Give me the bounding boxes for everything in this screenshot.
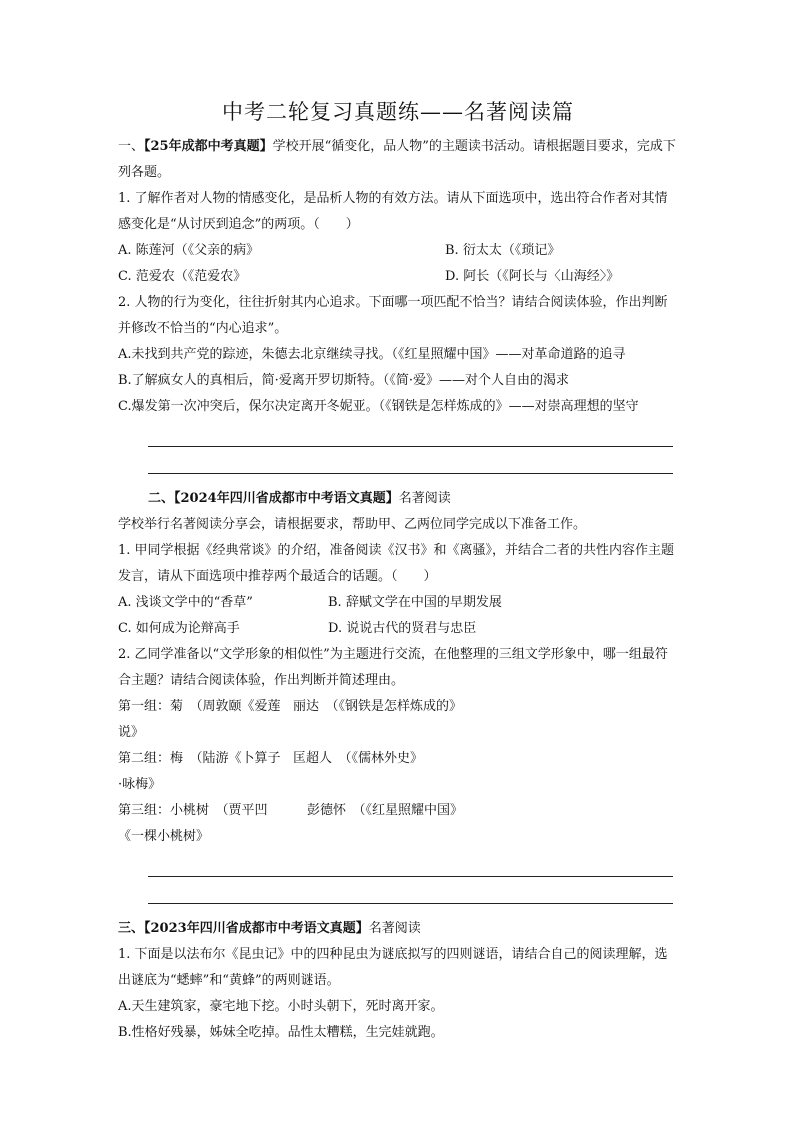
document-page [118, 98, 678, 1046]
option-a: A. 浅谈文学中的“香草” [118, 595, 253, 610]
section-1-header [118, 134, 678, 186]
options-row [118, 590, 678, 616]
section-number: 二、 [148, 491, 175, 506]
options-row [118, 616, 678, 642]
section-number: 一、 [118, 139, 145, 154]
section-tag: 【25年成都中考真题】 [144, 139, 273, 154]
option-d: D. 阿长（《阿长与〈山海经〉》 [445, 269, 620, 284]
option-c: C. 如何成为论辩高手 [118, 621, 240, 636]
group-label: 第三组：小桃树 （贾平凹《一棵小桃树》 [118, 803, 268, 844]
question-2-2: 2. 乙同学准备以“文学形象的相似性”为主题进行交流，在他整理的三组文学形象中，哪一组最符合主题？请结合阅读体验，作出判断并简述理由。 [118, 647, 668, 688]
answer-line [148, 850, 673, 877]
answer-line [148, 447, 673, 474]
statement-c: C.爆发第一次冲突后，保尔决定离开冬妮亚。（《钢铁是怎样炼成的》——对崇高理想的坚守 [118, 399, 639, 414]
question-3-1: 1. 下面是以法布尔《昆虫记》中的四种昆虫为谜底拟写的四则谜语，请结合自己的阅读理解，选出谜底为“蟋蟀”和“黄蜂”的两则谜语。 [118, 947, 668, 988]
section-tag: 【2024年四川省成都市中考语文真题】 [174, 491, 399, 506]
question-1-1: 1. 了解作者对人物的情感变化，是品析人物的有效方法。请从下面选项中，选出符合作者对其情感变化是“从讨厌到追念”的两项。（ ） [118, 191, 668, 232]
section-subtitle: 名著阅读 [368, 921, 421, 936]
options-row [118, 264, 678, 290]
section-2-header [118, 486, 678, 512]
group-label: 第二组：梅 （陆游《卜算子·咏梅》 [118, 751, 281, 792]
statement-b: B.了解疯女人的真相后，简·爱离开罗切斯特。（《简·爱》——对个人自由的渴求 [118, 373, 569, 388]
option-c: C. 范爱农（《范爱农》 [118, 269, 247, 284]
section-intro: 学校举行名著阅读分享会，请根据要求，帮助甲、乙两位同学完成以下准备工作。 [118, 517, 587, 532]
section-intro: 学校开展“循变化，品人物”的主题读书活动。请根据题目要求，完成下列各题。 [118, 139, 676, 180]
group-rest: 彭德怀 （《红星照耀中国》 [307, 803, 464, 818]
group-rest: 丽达 （《钢铁是怎样炼成的》 [293, 699, 463, 714]
answer-line [148, 420, 673, 447]
page-title: 中考二轮复习真题练——名著阅读篇 [222, 100, 574, 124]
section-3-header [118, 916, 678, 942]
question-1-2: 2. 人物的行为变化，往往折射其内心追求。下面哪一项匹配不恰当？请结合阅读体验，作出判断并修改不恰当的“内心追求”。 [118, 295, 668, 336]
option-b: B. 衍太太（《琐记》 [445, 243, 561, 258]
group-row [118, 746, 678, 798]
section-number: 三、 [118, 921, 145, 936]
group-row [118, 694, 678, 746]
group-row [118, 798, 678, 850]
option-b: B. 辞赋文学在中国的早期发展 [328, 595, 502, 610]
riddle-b: B.性格好残暴，姊妹全吃掉。品性太糟糕，生完娃就跑。 [118, 1025, 444, 1040]
riddle-a: A.天生建筑家，豪宅地下挖。小时头朝下，死时离开家。 [118, 999, 444, 1014]
section-tag: 【2023年四川省成都市中考语文真题】 [144, 921, 369, 936]
question-2-1: 1. 甲同学根据《经典常谈》的介绍，准备阅读《汉书》和《离骚》，并结合二者的共性内容作主题发言，请从下面选项中推荐两个最适合的话题。（ ） [118, 543, 675, 584]
options-row [118, 238, 678, 264]
statement-a: A.未找到共产党的踪迹，朱德去北京继续寻找。（《红星照耀中国》——对革命道路的追寻 [118, 347, 626, 362]
group-label: 第一组：菊 （周敦颐《爱莲说》 [118, 699, 281, 740]
option-d: D. 说说古代的贤君与忠臣 [328, 621, 477, 636]
section-subtitle: 名著阅读 [398, 491, 451, 506]
option-a: A. 陈莲河（《父亲的病》 [118, 243, 260, 258]
group-rest: 匡超人 （《儒林外史》 [293, 751, 424, 766]
answer-line [148, 877, 673, 904]
